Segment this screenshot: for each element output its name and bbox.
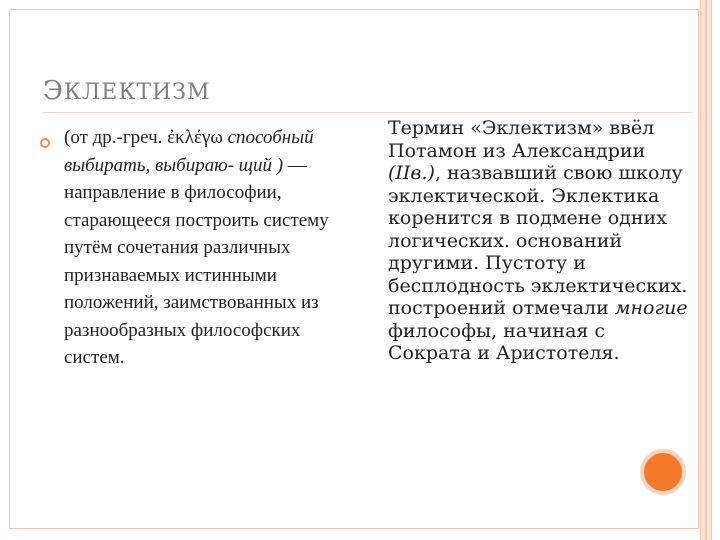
- left-text-part-1: (от др.-греч. ἐκλέγω: [64, 127, 228, 148]
- right-text-italic-many: многие: [614, 297, 688, 319]
- title-initial: Э: [43, 76, 64, 106]
- left-paragraph: [64, 124, 364, 372]
- right-text-part-1: Термин «Эклектизм» ввёл Потамон из Александрии: [388, 117, 655, 162]
- right-text-part-3: , назвавший свою школу эклектической. Эклектика коренится в подмене одних логических. оснований другими. Пустоту и бесплодность эклектических. построений отмечали: [388, 162, 688, 319]
- right-text-part-5: философы, начиная с Сократа и Аристотеля.: [388, 319, 620, 364]
- left-text-part-3: — направление в философии, старающееся построить систему путём сочетания различных признаваемых истинными положений, заимствованных из разнообразных философских систем.: [64, 154, 329, 368]
- left-text-italic: способный выбирать, выбираю- щий ): [64, 127, 314, 176]
- right-paragraph: [388, 117, 688, 365]
- right-text-century: (IIв.): [388, 162, 435, 184]
- title-divider: [43, 112, 693, 113]
- bullet-icon: [40, 138, 50, 148]
- slide-title: [43, 76, 210, 106]
- decorative-circle: [640, 449, 686, 495]
- title-rest: КЛЕКТИЗМ: [63, 80, 211, 105]
- right-decor-line: [705, 0, 707, 540]
